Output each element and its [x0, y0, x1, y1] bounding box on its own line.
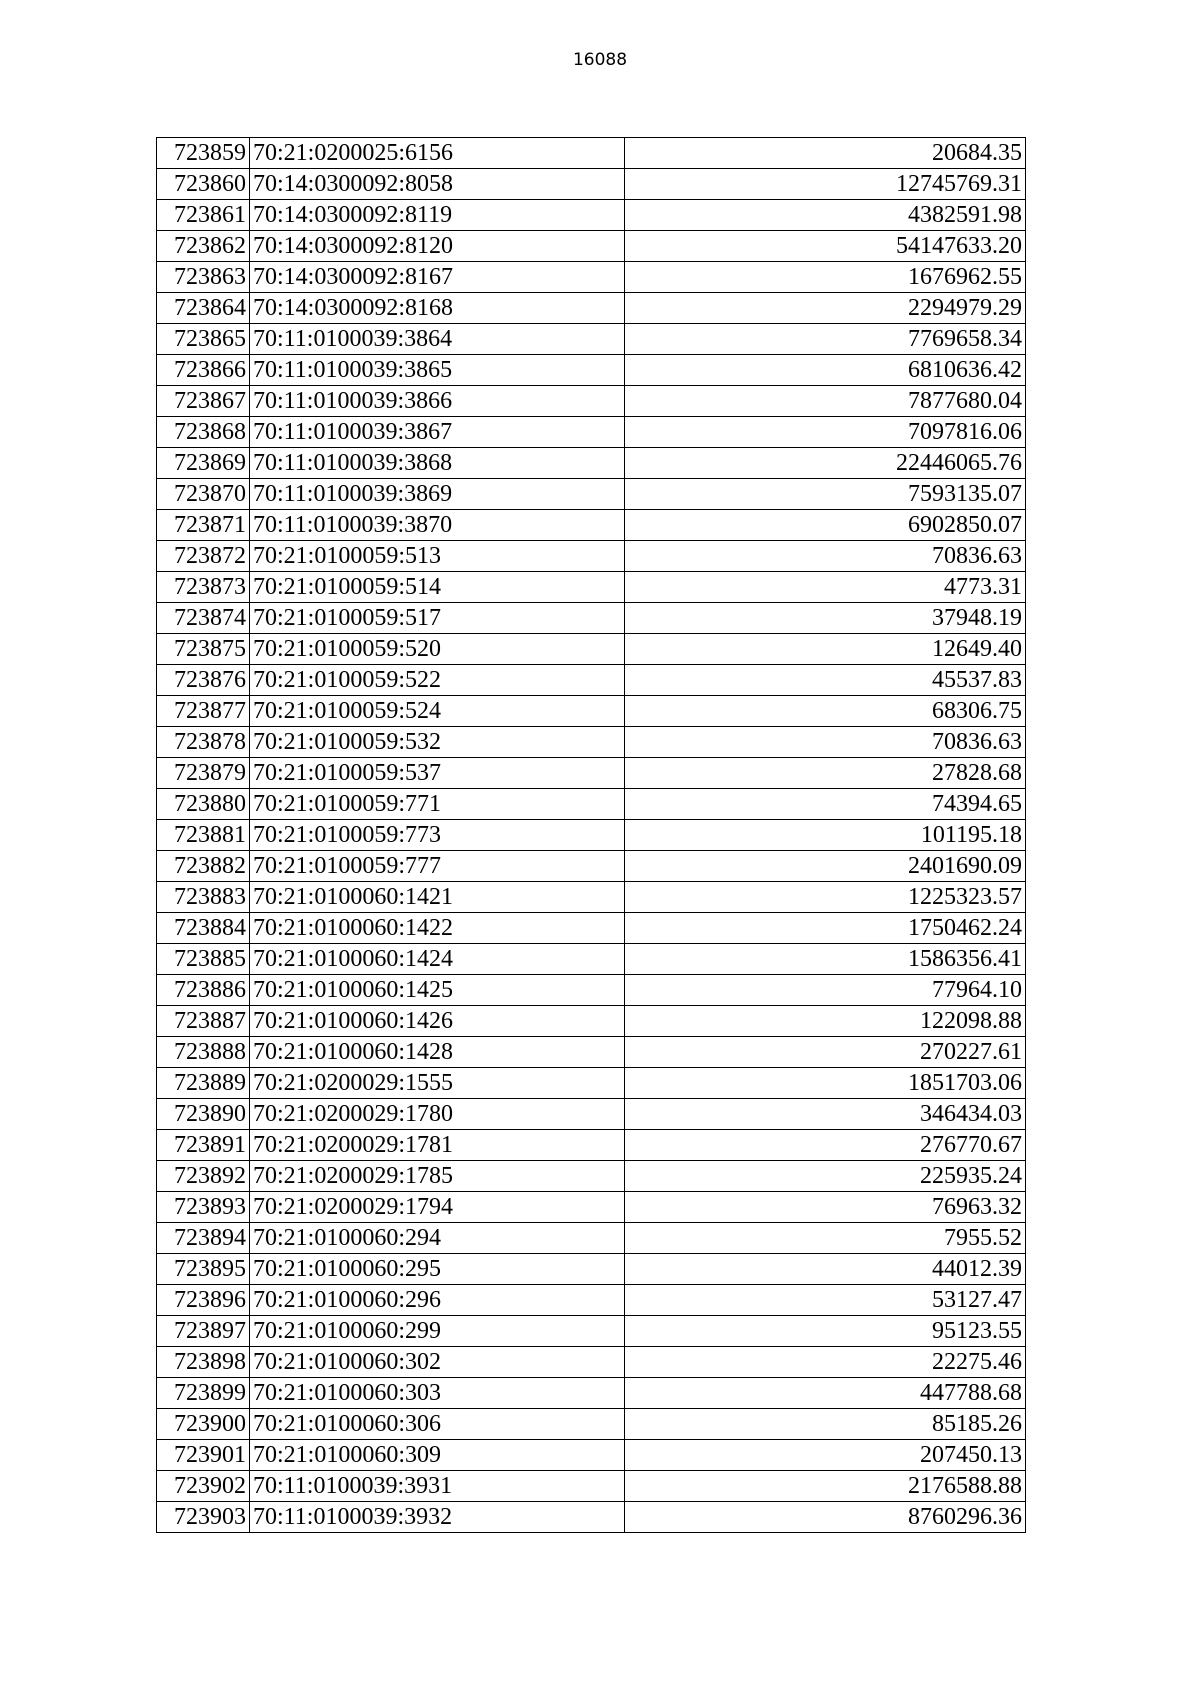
cadastral-value-cell: 276770.67 — [625, 1130, 1026, 1161]
row-number-cell: 723889 — [157, 1068, 250, 1099]
table-row — [157, 1440, 1026, 1471]
cadastral-value-cell: 77964.10 — [625, 975, 1026, 1006]
cadastral-number-cell: 70:21:0100059:517 — [250, 603, 625, 634]
cadastral-value-cell: 1676962.55 — [625, 262, 1026, 293]
row-number-cell: 723873 — [157, 572, 250, 603]
cadastral-number-cell: 70:21:0100060:302 — [250, 1347, 625, 1378]
cadastral-number-cell: 70:21:0100060:1428 — [250, 1037, 625, 1068]
table-row — [157, 355, 1026, 386]
cadastral-value-cell: 270227.61 — [625, 1037, 1026, 1068]
table-row — [157, 1099, 1026, 1130]
table-row — [157, 1285, 1026, 1316]
cadastral-number-cell: 70:14:0300092:8058 — [250, 169, 625, 200]
cadastral-value-cell: 45537.83 — [625, 665, 1026, 696]
table-row — [157, 138, 1026, 169]
table-row — [157, 665, 1026, 696]
cadastral-value-cell: 7593135.07 — [625, 479, 1026, 510]
table-row — [157, 882, 1026, 913]
table-row — [157, 200, 1026, 231]
row-number-cell: 723882 — [157, 851, 250, 882]
table-row — [157, 1471, 1026, 1502]
table-row — [157, 1161, 1026, 1192]
cadastral-number-cell: 70:21:0100059:773 — [250, 820, 625, 851]
cadastral-value-cell: 2294979.29 — [625, 293, 1026, 324]
cadastral-number-cell: 70:21:0100060:295 — [250, 1254, 625, 1285]
cadastral-value-cell: 22275.46 — [625, 1347, 1026, 1378]
cadastral-value-cell: 44012.39 — [625, 1254, 1026, 1285]
row-number-cell: 723884 — [157, 913, 250, 944]
cadastral-number-cell: 70:21:0100059:532 — [250, 727, 625, 758]
cadastral-value-cell: 85185.26 — [625, 1409, 1026, 1440]
table-row — [157, 324, 1026, 355]
row-number-cell: 723865 — [157, 324, 250, 355]
row-number-cell: 723881 — [157, 820, 250, 851]
row-number-cell: 723883 — [157, 882, 250, 913]
cadastral-number-cell: 70:14:0300092:8167 — [250, 262, 625, 293]
table-row — [157, 231, 1026, 262]
table-row — [157, 1347, 1026, 1378]
cadastral-number-cell: 70:21:0200029:1794 — [250, 1192, 625, 1223]
cadastral-value-cell: 4773.31 — [625, 572, 1026, 603]
cadastral-number-cell: 70:21:0100060:299 — [250, 1316, 625, 1347]
cadastral-value-cell: 346434.03 — [625, 1099, 1026, 1130]
cadastral-value-cell: 101195.18 — [625, 820, 1026, 851]
row-number-cell: 723861 — [157, 200, 250, 231]
row-number-cell: 723860 — [157, 169, 250, 200]
page-number: 16088 — [572, 50, 628, 70]
cadastral-value-cell: 4382591.98 — [625, 200, 1026, 231]
cadastral-value-cell: 7769658.34 — [625, 324, 1026, 355]
row-number-cell: 723903 — [157, 1502, 250, 1533]
cadastral-number-cell: 70:21:0100060:296 — [250, 1285, 625, 1316]
cadastral-number-cell: 70:21:0200029:1780 — [250, 1099, 625, 1130]
row-number-cell: 723863 — [157, 262, 250, 293]
row-number-cell: 723869 — [157, 448, 250, 479]
cadastral-number-cell: 70:21:0200029:1555 — [250, 1068, 625, 1099]
cadastral-value-cell: 225935.24 — [625, 1161, 1026, 1192]
row-number-cell: 723864 — [157, 293, 250, 324]
cadastral-number-cell: 70:11:0100039:3869 — [250, 479, 625, 510]
cadastral-number-cell: 70:21:0100059:537 — [250, 758, 625, 789]
cadastral-number-cell: 70:14:0300092:8120 — [250, 231, 625, 262]
table-row — [157, 1316, 1026, 1347]
row-number-cell: 723896 — [157, 1285, 250, 1316]
cadastral-number-cell: 70:11:0100039:3865 — [250, 355, 625, 386]
cadastral-number-cell: 70:21:0100060:1426 — [250, 1006, 625, 1037]
table-row — [157, 696, 1026, 727]
cadastral-value-table — [156, 137, 1026, 1533]
cadastral-number-cell: 70:11:0100039:3870 — [250, 510, 625, 541]
cadastral-value-cell: 7955.52 — [625, 1223, 1026, 1254]
table-row — [157, 1068, 1026, 1099]
row-number-cell: 723886 — [157, 975, 250, 1006]
table-row — [157, 479, 1026, 510]
cadastral-value-cell: 2401690.09 — [625, 851, 1026, 882]
row-number-cell: 723877 — [157, 696, 250, 727]
row-number-cell: 723890 — [157, 1099, 250, 1130]
cadastral-value-cell: 95123.55 — [625, 1316, 1026, 1347]
row-number-cell: 723898 — [157, 1347, 250, 1378]
table-row — [157, 386, 1026, 417]
cadastral-number-cell: 70:11:0100039:3932 — [250, 1502, 625, 1533]
cadastral-number-cell: 70:21:0100060:306 — [250, 1409, 625, 1440]
cadastral-value-cell: 8760296.36 — [625, 1502, 1026, 1533]
row-number-cell: 723902 — [157, 1471, 250, 1502]
cadastral-value-cell: 2176588.88 — [625, 1471, 1026, 1502]
cadastral-value-cell: 27828.68 — [625, 758, 1026, 789]
cadastral-value-cell: 74394.65 — [625, 789, 1026, 820]
cadastral-number-cell: 70:14:0300092:8168 — [250, 293, 625, 324]
table-row — [157, 510, 1026, 541]
cadastral-number-cell: 70:14:0300092:8119 — [250, 200, 625, 231]
cadastral-number-cell: 70:11:0100039:3931 — [250, 1471, 625, 1502]
table-row — [157, 1409, 1026, 1440]
row-number-cell: 723879 — [157, 758, 250, 789]
row-number-cell: 723872 — [157, 541, 250, 572]
row-number-cell: 723868 — [157, 417, 250, 448]
cadastral-number-cell: 70:21:0100060:294 — [250, 1223, 625, 1254]
table-row — [157, 851, 1026, 882]
cadastral-number-cell: 70:21:0100059:520 — [250, 634, 625, 665]
cadastral-number-cell: 70:11:0100039:3868 — [250, 448, 625, 479]
row-number-cell: 723891 — [157, 1130, 250, 1161]
row-number-cell: 723870 — [157, 479, 250, 510]
table-row — [157, 758, 1026, 789]
cadastral-value-cell: 70836.63 — [625, 727, 1026, 758]
cadastral-value-cell: 12745769.31 — [625, 169, 1026, 200]
row-number-cell: 723892 — [157, 1161, 250, 1192]
cadastral-number-cell: 70:11:0100039:3866 — [250, 386, 625, 417]
cadastral-number-cell: 70:21:0100060:1425 — [250, 975, 625, 1006]
cadastral-value-cell: 1225323.57 — [625, 882, 1026, 913]
table-row — [157, 1502, 1026, 1533]
table-row — [157, 262, 1026, 293]
cadastral-value-cell: 76963.32 — [625, 1192, 1026, 1223]
row-number-cell: 723866 — [157, 355, 250, 386]
row-number-cell: 723894 — [157, 1223, 250, 1254]
row-number-cell: 723874 — [157, 603, 250, 634]
cadastral-number-cell: 70:21:0100059:524 — [250, 696, 625, 727]
table-row — [157, 944, 1026, 975]
cadastral-value-cell: 7097816.06 — [625, 417, 1026, 448]
table-row — [157, 820, 1026, 851]
row-number-cell: 723899 — [157, 1378, 250, 1409]
table-row — [157, 1006, 1026, 1037]
table-row — [157, 541, 1026, 572]
cadastral-number-cell: 70:21:0100059:777 — [250, 851, 625, 882]
row-number-cell: 723885 — [157, 944, 250, 975]
row-number-cell: 723867 — [157, 386, 250, 417]
row-number-cell: 723878 — [157, 727, 250, 758]
table-row — [157, 1037, 1026, 1068]
table-row — [157, 572, 1026, 603]
table-row — [157, 169, 1026, 200]
cadastral-number-cell: 70:21:0100060:1422 — [250, 913, 625, 944]
row-number-cell: 723897 — [157, 1316, 250, 1347]
cadastral-number-cell: 70:21:0100059:522 — [250, 665, 625, 696]
table-row — [157, 1223, 1026, 1254]
table-row — [157, 293, 1026, 324]
cadastral-value-cell: 447788.68 — [625, 1378, 1026, 1409]
cadastral-value-cell: 37948.19 — [625, 603, 1026, 634]
row-number-cell: 723859 — [157, 138, 250, 169]
cadastral-value-cell: 12649.40 — [625, 634, 1026, 665]
cadastral-value-cell: 7877680.04 — [625, 386, 1026, 417]
cadastral-number-cell: 70:11:0100039:3864 — [250, 324, 625, 355]
cadastral-value-cell: 54147633.20 — [625, 231, 1026, 262]
table-row — [157, 634, 1026, 665]
cadastral-value-cell: 20684.35 — [625, 138, 1026, 169]
table-row — [157, 417, 1026, 448]
cadastral-number-cell: 70:11:0100039:3867 — [250, 417, 625, 448]
cadastral-value-cell: 1586356.41 — [625, 944, 1026, 975]
row-number-cell: 723900 — [157, 1409, 250, 1440]
cadastral-number-cell: 70:21:0200029:1781 — [250, 1130, 625, 1161]
cadastral-number-cell: 70:21:0100060:309 — [250, 1440, 625, 1471]
cadastral-number-cell: 70:21:0100060:1421 — [250, 882, 625, 913]
cadastral-value-cell: 122098.88 — [625, 1006, 1026, 1037]
cadastral-value-cell: 22446065.76 — [625, 448, 1026, 479]
table-row — [157, 727, 1026, 758]
table-row — [157, 789, 1026, 820]
table-row — [157, 1378, 1026, 1409]
table-body — [157, 138, 1026, 1533]
cadastral-value-cell: 53127.47 — [625, 1285, 1026, 1316]
cadastral-number-cell: 70:21:0200029:1785 — [250, 1161, 625, 1192]
cadastral-value-cell: 6810636.42 — [625, 355, 1026, 386]
table-row — [157, 448, 1026, 479]
row-number-cell: 723880 — [157, 789, 250, 820]
cadastral-number-cell: 70:21:0100059:771 — [250, 789, 625, 820]
table-row — [157, 1192, 1026, 1223]
table-row — [157, 975, 1026, 1006]
row-number-cell: 723871 — [157, 510, 250, 541]
row-number-cell: 723887 — [157, 1006, 250, 1037]
cadastral-value-cell: 68306.75 — [625, 696, 1026, 727]
cadastral-value-cell: 70836.63 — [625, 541, 1026, 572]
row-number-cell: 723893 — [157, 1192, 250, 1223]
table-row — [157, 603, 1026, 634]
table-row — [157, 1254, 1026, 1285]
cadastral-value-cell: 6902850.07 — [625, 510, 1026, 541]
table-row — [157, 1130, 1026, 1161]
row-number-cell: 723862 — [157, 231, 250, 262]
row-number-cell: 723875 — [157, 634, 250, 665]
row-number-cell: 723888 — [157, 1037, 250, 1068]
row-number-cell: 723876 — [157, 665, 250, 696]
cadastral-number-cell: 70:21:0200025:6156 — [250, 138, 625, 169]
cadastral-number-cell: 70:21:0100060:1424 — [250, 944, 625, 975]
cadastral-value-cell: 207450.13 — [625, 1440, 1026, 1471]
cadastral-value-cell: 1851703.06 — [625, 1068, 1026, 1099]
cadastral-number-cell: 70:21:0100060:303 — [250, 1378, 625, 1409]
cadastral-number-cell: 70:21:0100059:513 — [250, 541, 625, 572]
row-number-cell: 723895 — [157, 1254, 250, 1285]
cadastral-number-cell: 70:21:0100059:514 — [250, 572, 625, 603]
table-row — [157, 913, 1026, 944]
row-number-cell: 723901 — [157, 1440, 250, 1471]
cadastral-value-cell: 1750462.24 — [625, 913, 1026, 944]
